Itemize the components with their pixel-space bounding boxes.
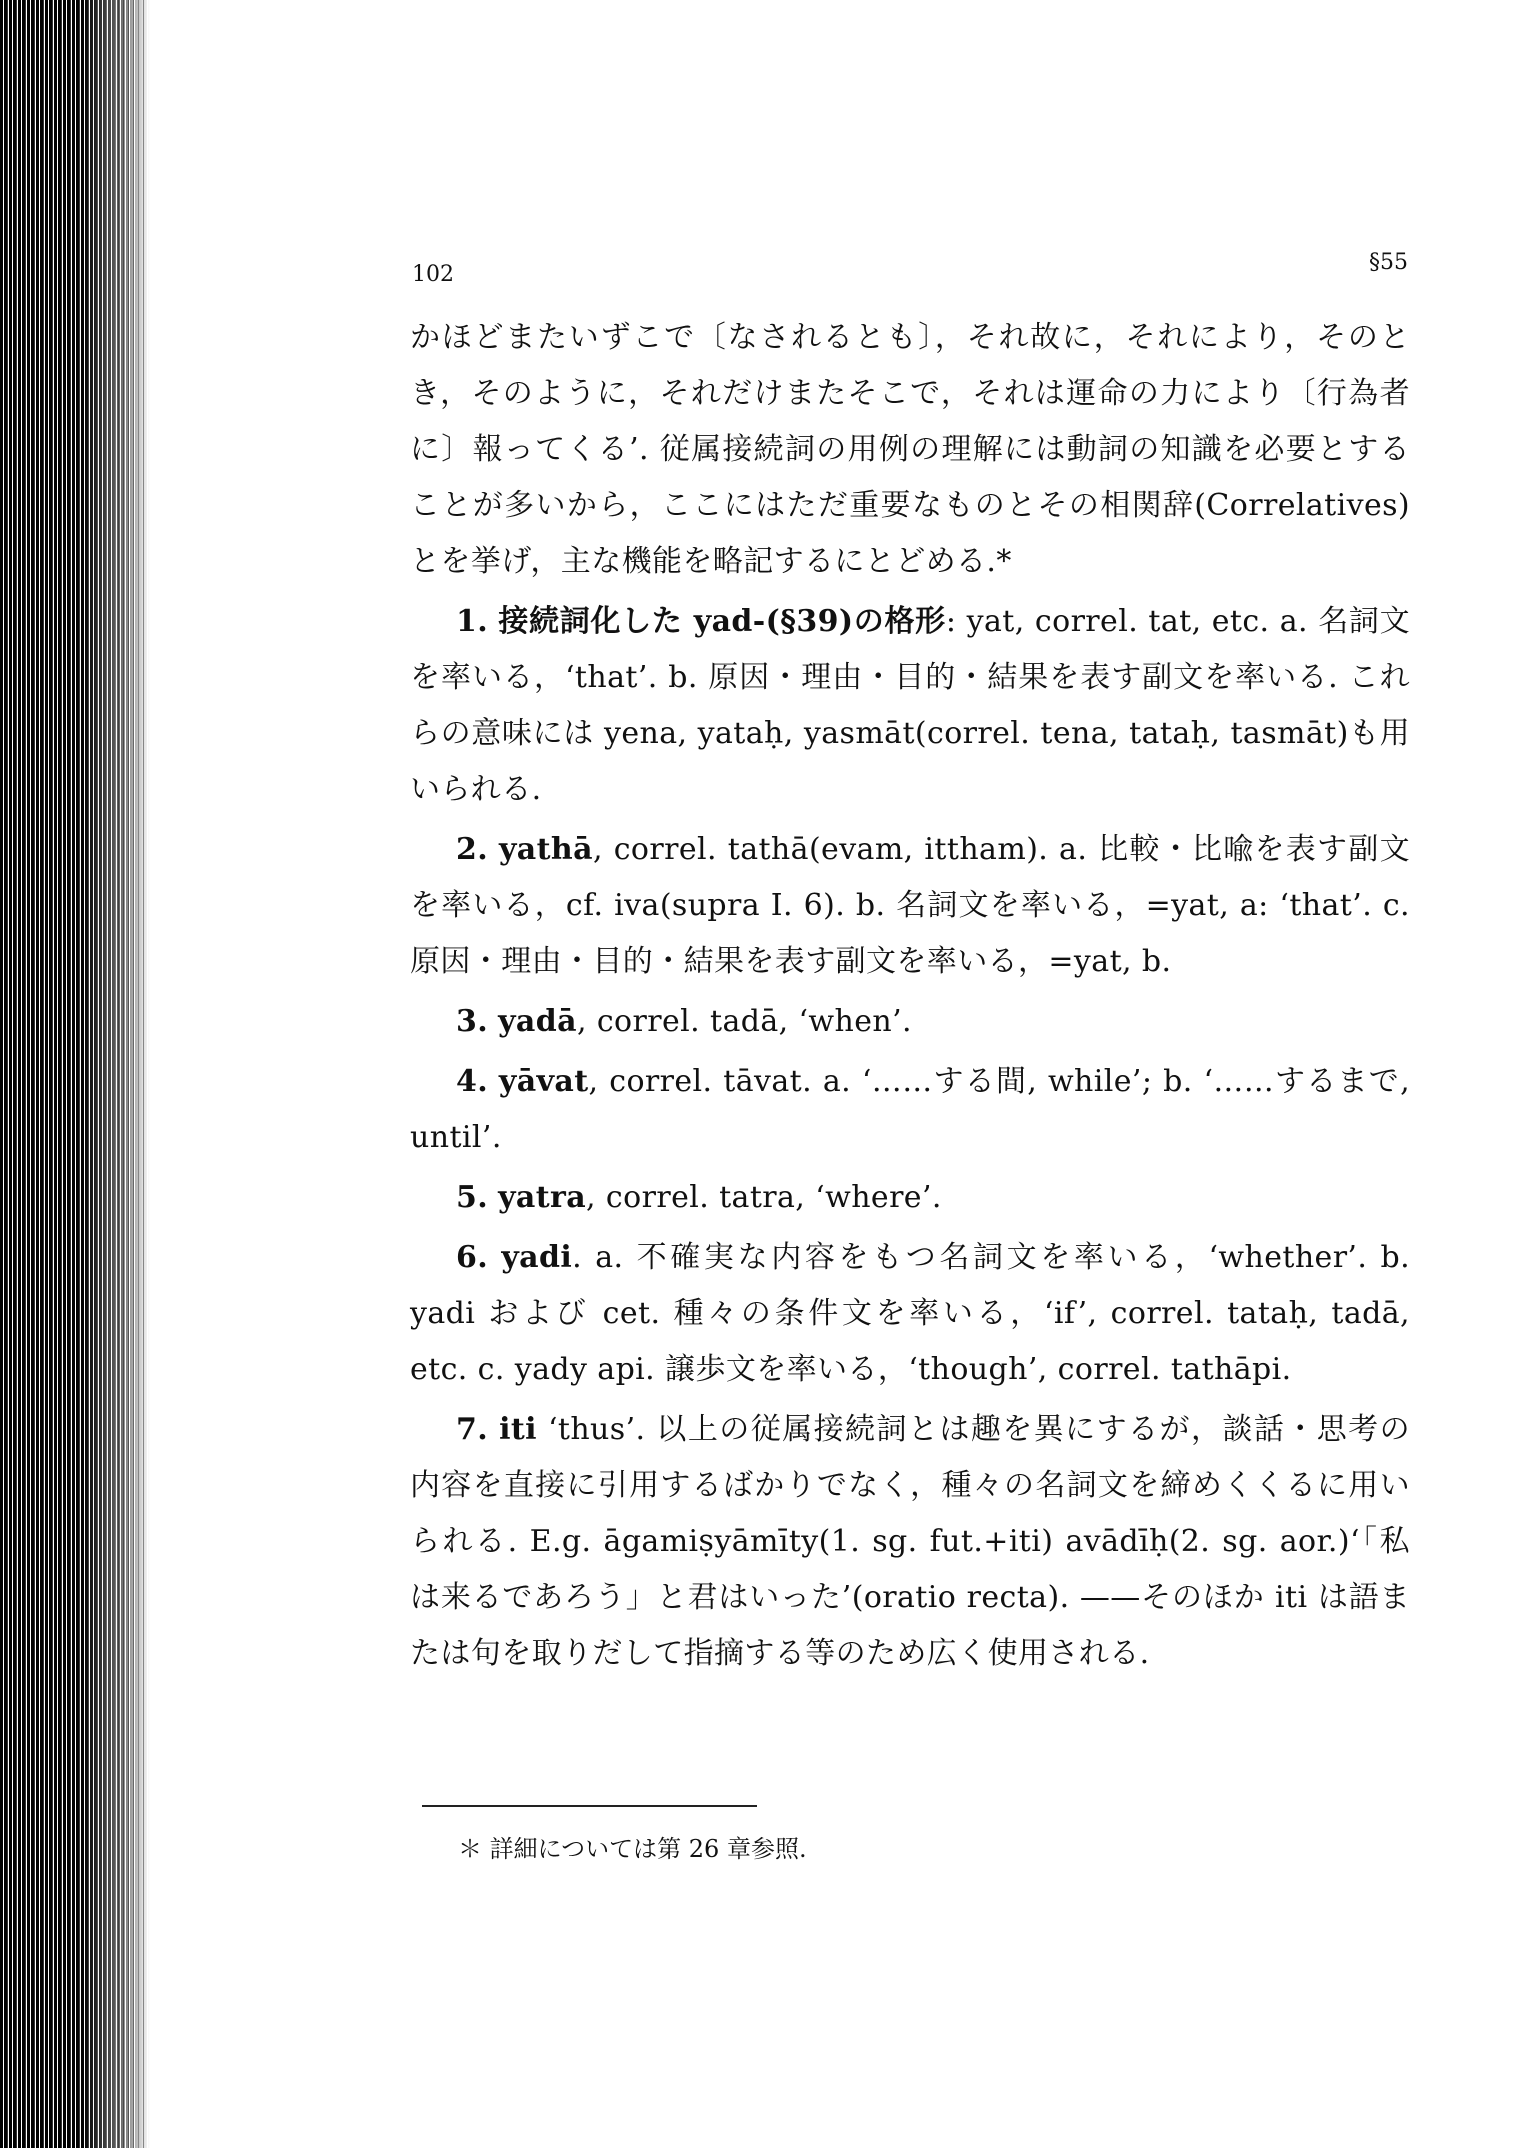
page-content bbox=[410, 250, 1410, 1686]
footnote-area bbox=[410, 1805, 1010, 1864]
item-5 bbox=[410, 1170, 1410, 1226]
page-number: 102 bbox=[412, 262, 454, 287]
item-6-number: 6. bbox=[456, 1240, 489, 1275]
item-7-text: ‘thus’. 以上の従属接続詞とは趣を異にするが，談話・思考の内容を直接に引用するばかりでなく，種々の名詞文を締めくくるに用いられる. E.g. āgamiṣyāmīty(1. sg. fut.+iti) avādīḥ(2. sg. aor.)‘「私は来るであろう」と君はいった’(oratio recta). ——そのほか iti は語または句を取りだして指摘する等のため広く使用される. bbox=[410, 1412, 1410, 1671]
item-7-heading: iti bbox=[499, 1412, 537, 1447]
item-7 bbox=[410, 1402, 1410, 1682]
footnote-text: ＊ 詳細については第 26 章参照. bbox=[458, 1835, 807, 1863]
section-number: §55 bbox=[1369, 250, 1408, 275]
item-5-text: , correl. tatra, ‘where’. bbox=[586, 1180, 942, 1215]
item-6 bbox=[410, 1230, 1410, 1398]
item-3-number: 3. bbox=[456, 1004, 489, 1039]
item-5-number: 5. bbox=[456, 1180, 489, 1215]
item-3-text: , correl. tadā, ‘when’. bbox=[576, 1004, 912, 1039]
item-2-text: , correl. tathā(evam, ittham). a. 比較・比喩を表す副文を率いる，cf. iva(supra I. 6). b. 名詞文を率いる，=yat, a: ‘that’. c. 原因・理由・目的・結果を表す副文を率いる，=yat, b. bbox=[410, 832, 1411, 979]
item-4-text: , correl. tāvat. a. ‘……する間, while’; b. ‘……するまで, until’. bbox=[410, 1064, 1411, 1155]
body-text bbox=[410, 310, 1410, 1682]
book-spine-edge bbox=[118, 0, 144, 2148]
item-1 bbox=[410, 594, 1410, 818]
item-2-number: 2. bbox=[456, 832, 489, 867]
item-3-heading: yadā bbox=[498, 1004, 577, 1039]
intro-paragraph: かほどまたいずこで〔なされるとも〕，それ故に，それにより，そのとき，そのように，それだけまたそこで，それは運命の力により〔行為者に〕報ってくる’. 従属接続詞の用例の理解には動詞の知識を必要とすることが多いから，ここにはただ重要なものとその相関辞(Correlatives)とを挙げ，主な機能を略記するにとどめる.* bbox=[410, 320, 1410, 579]
item-2 bbox=[410, 822, 1410, 990]
item-4-number: 4. bbox=[456, 1064, 489, 1099]
item-5-heading: yatra bbox=[498, 1180, 587, 1215]
item-4-heading: yāvat bbox=[498, 1064, 589, 1099]
item-1-text: : yat, correl. tat, etc. a. 名詞文を率いる，‘that’. b. 原因・理由・目的・結果を表す副文を率いる. これらの意味には yena, yataḥ, yasmāt(correl. tena, tataḥ, tasmāt)も用いられる. bbox=[410, 604, 1411, 807]
item-6-heading: yadi bbox=[501, 1240, 573, 1275]
page-header bbox=[410, 250, 1410, 310]
footnote-rule bbox=[422, 1805, 757, 1807]
item-4 bbox=[410, 1054, 1410, 1166]
item-3 bbox=[410, 994, 1410, 1050]
item-1-number: 1. bbox=[456, 604, 489, 639]
item-2-heading: yathā bbox=[498, 832, 593, 867]
item-6-text: . a. 不確実な内容をもつ名詞文を率いる，‘whether’. b. yadi および cet. 種々の条件文を率いる，‘if’, correl. tataḥ, tadā, etc. c. yady api. 譲歩文を率いる，‘though’, correl. tathāpi. bbox=[410, 1240, 1411, 1387]
item-7-number: 7. bbox=[456, 1412, 489, 1447]
item-1-heading: 接続詞化した yad-(§39)の格形 bbox=[498, 604, 946, 639]
